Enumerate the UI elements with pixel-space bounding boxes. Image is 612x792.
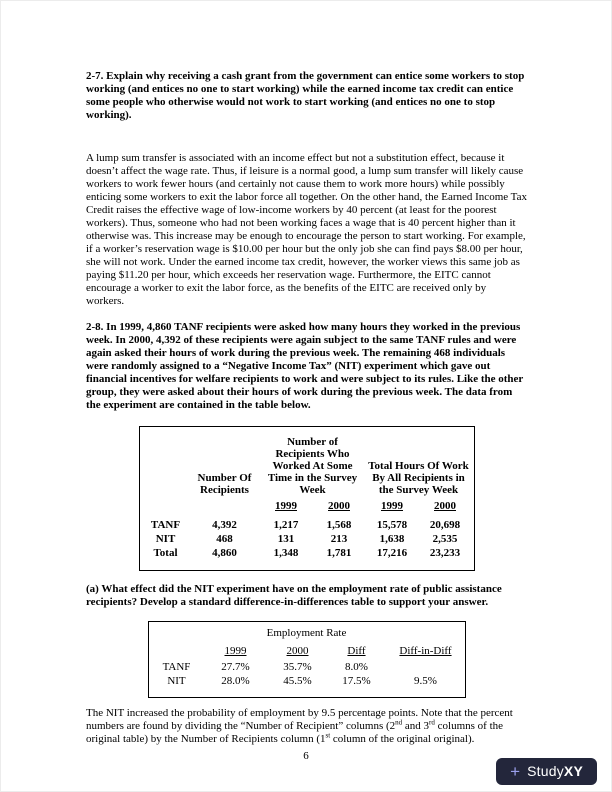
employment-rate-table-box	[148, 621, 466, 698]
recipients-table	[142, 435, 472, 560]
table-row-tanf	[149, 660, 467, 674]
table-cell: 17.5%	[342, 675, 371, 687]
table-row-tanf	[142, 518, 472, 532]
table-cell: 1,781	[326, 547, 352, 559]
page-number: 6	[303, 750, 309, 762]
studyxy-logo[interactable]	[496, 758, 597, 785]
row-label: TANF	[162, 661, 191, 673]
question-2-7: 2-7. Explain why receiving a cash grant from the government can entice some workers to stop working (and entices no one to start working) while the earned income tax credit can entice some people who otherwise would not work to start working (and entices no one to stop working).	[86, 70, 525, 121]
empty-header-cell	[142, 435, 190, 497]
table-cell: 4,392	[212, 519, 237, 531]
table-cell: 1,638	[379, 533, 405, 545]
question-2-8: 2-8. In 1999, 4,860 TANF recipients were asked how many hours they worked in the previous week. In 2000, 4,392 of these recipients were again subject to the same TANF rules and were again asked their hours of work during the previous week. The remaining 468 individuals were randomly assigned to a “Negative Income Tax” (NIT) experiment which gave out financial incentives for welfare recipients to work and were subject to its rules. Like the other group, they were asked about their hours of work during the previous week. The data from the experiment are contained in the table below.	[86, 321, 524, 411]
brand-name-primary: Study	[527, 762, 564, 779]
brand-wordmark	[527, 763, 583, 781]
employment-rate-table	[149, 644, 467, 688]
table-cell: 17,216	[376, 547, 408, 559]
table-cell: 9.5%	[414, 675, 437, 687]
table-cell: 4,860	[212, 547, 237, 559]
table-cell: 1,217	[273, 519, 299, 531]
table-header-row	[149, 644, 467, 660]
table-row-nit	[142, 532, 472, 546]
year-header-row	[142, 497, 472, 518]
table-cell: 131	[277, 533, 295, 545]
table-cell: 2,535	[432, 533, 458, 545]
ordinal-superscript: rd	[429, 718, 435, 727]
table-cell: 23,233	[429, 547, 461, 559]
answer-2-7: A lump sum transfer is associated with an income effect but not a substitution effect, because it doesn’t affect the wage rate. Thus, if leisure is a normal good, a lump sum transfer will likely cause workers to work fewer hours (and certainly not cause them to work more hours) while possibly enticing some workers to exit the labor force all together. On the other hand, the Earned Income Tax Credit raises the effective wage of low-income workers by 40 percent (at least for the poorest workers). Thus, someone who had not been working faces a wage that is 40 percent higher than it otherwise was. This increase may be enough to encourage the person to start working. For example, if a worker’s reservation wage is $10.00 per hour but the only job she can find pays $8.00 per hour, she will not work. Under the earned income tax credit, however, the worker views this same job as paying $11.20 per hour, which exceeds her reservation wage. Furthermore, the EITC cannot encourage a worker to exit the labor force, as the benefits of the EITC are received only by workers.	[86, 152, 528, 307]
year-header: 1999	[381, 500, 403, 512]
closing-text: column of the original original).	[330, 733, 475, 745]
column-header: 2000	[286, 645, 309, 657]
row-label: NIT	[155, 533, 176, 545]
table-row-total	[142, 546, 472, 560]
closing-text: The NIT increased the probability of employment by 9.5 percentage points. Note that the percent numbers are found by dividing the “Number of Recipient” columns (2	[86, 707, 513, 732]
table-cell: 28.0%	[221, 675, 250, 687]
column-header-recipients: Number Of Recipients	[197, 472, 252, 496]
table-cell: 45.5%	[283, 675, 312, 687]
closing-text: columns of the original table) by the Number of Recipients column (1	[86, 720, 504, 745]
row-label: Total	[153, 547, 178, 559]
row-label: TANF	[150, 519, 181, 531]
plus-icon: +	[510, 762, 521, 781]
column-header: Diff-in-Diff	[399, 645, 452, 657]
closing-text: and 3	[402, 720, 430, 732]
closing-paragraph	[86, 707, 527, 746]
ordinal-superscript: nd	[395, 718, 403, 727]
employment-rate-title: Employment Rate	[266, 627, 347, 639]
year-header: 2000	[434, 500, 456, 512]
table-cell: 1,348	[273, 547, 299, 559]
empty-header-cell	[190, 497, 260, 518]
table-cell: 8.0%	[345, 661, 368, 673]
table-cell: 27.7%	[221, 661, 250, 673]
ordinal-superscript: st	[325, 731, 331, 740]
table-cell: 20,698	[429, 519, 461, 531]
column-header: Diff	[347, 645, 366, 657]
table-header-row	[142, 435, 472, 497]
year-header: 2000	[328, 500, 350, 512]
column-header-worked: Number of Recipients Who Worked At Some Time in the Survey Week	[267, 436, 358, 496]
table-cell	[385, 660, 467, 674]
table-cell: 1,568	[326, 519, 352, 531]
year-header: 1999	[275, 500, 297, 512]
recipients-table-box	[139, 426, 475, 571]
table-cell: 213	[330, 533, 348, 545]
table-cell: 15,578	[376, 519, 408, 531]
column-header-hours: Total Hours Of Work By All Recipients in the Survey Week	[368, 460, 469, 496]
table-row-nit	[149, 674, 467, 688]
empty-header-cell	[142, 497, 190, 518]
empty-header-cell	[149, 644, 205, 660]
table-cell: 35.7%	[283, 661, 312, 673]
question-2-8a: (a) What effect did the NIT experiment have on the employment rate of public assistance recipients? Develop a standard difference-in-differences table to support your answer.	[86, 583, 502, 608]
brand-name-secondary: XY	[563, 762, 583, 779]
column-header: 1999	[224, 645, 247, 657]
table-cell: 468	[216, 533, 233, 545]
row-label: NIT	[167, 675, 186, 687]
page-content	[86, 70, 527, 746]
